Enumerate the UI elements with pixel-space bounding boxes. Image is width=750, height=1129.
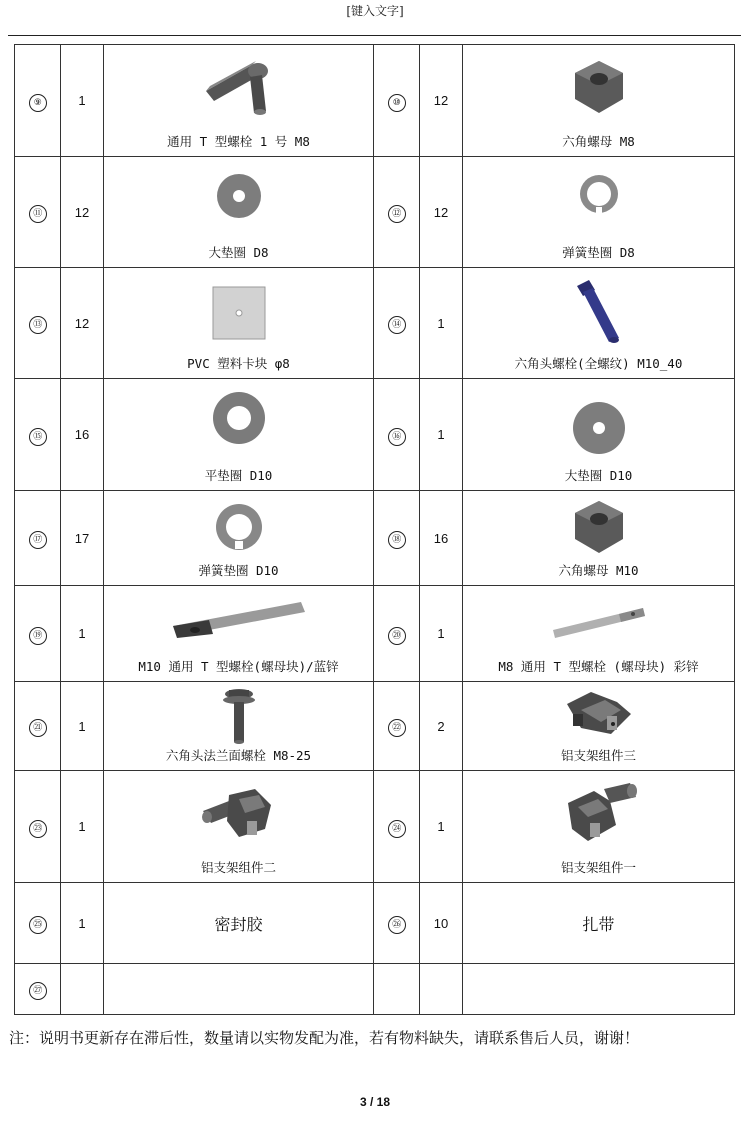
item-quantity: 12: [61, 268, 104, 379]
item-quantity: 1: [61, 771, 104, 883]
page-number: 3 / 18: [359, 1095, 391, 1109]
spring-washer-icon: [213, 501, 265, 553]
part-cell: [104, 883, 374, 964]
pvc-clip-block-icon: [212, 286, 266, 340]
t-bolt-1-icon: [194, 53, 284, 123]
table-row: [15, 883, 735, 964]
part-cell: [104, 379, 374, 491]
part-cell: [463, 586, 735, 682]
table-row: [15, 682, 735, 771]
part-cell: [104, 964, 374, 1015]
item-quantity: 1: [61, 883, 104, 964]
parts-table: [14, 44, 735, 1015]
part-name: 六角头螺栓(全螺纹) M10_40: [514, 356, 683, 371]
item-number: ㉓: [29, 820, 47, 838]
item-quantity: 12: [420, 45, 463, 157]
part-name: 扎带: [582, 914, 615, 934]
item-number: ㉔: [388, 820, 406, 838]
part-name: 铝支架组件三: [560, 748, 636, 763]
item-number: ⑲: [29, 627, 47, 645]
item-number: ⑰: [29, 531, 47, 549]
item-quantity: 1: [61, 586, 104, 682]
item-number: ㉕: [29, 916, 47, 934]
item-number: ⑨: [29, 94, 47, 112]
item-quantity: [61, 964, 104, 1015]
hex-nut-icon: [569, 59, 629, 115]
part-cell: [463, 379, 735, 491]
item-quantity: 1: [420, 771, 463, 883]
table-row: [15, 491, 735, 586]
item-number: ⑱: [388, 531, 406, 549]
part-name: M8 通用 T 型螺栓 (螺母块) 彩锌: [498, 659, 699, 674]
part-name: M10 通用 T 型螺栓(螺母块)/蓝锌: [138, 659, 339, 674]
part-name: 通用 T 型螺栓 1 号 M8: [167, 134, 310, 149]
item-number: ⑫: [388, 205, 406, 223]
part-name: 弹簧垫圈 D8: [562, 245, 635, 260]
item-number: ⑬: [29, 316, 47, 334]
part-name: 铝支架组件一: [560, 860, 636, 875]
part-name: 六角头法兰面螺栓 M8-25: [165, 748, 312, 763]
large-washer-icon: [570, 399, 628, 457]
item-quantity: 16: [61, 379, 104, 491]
part-cell: [104, 157, 374, 268]
table-row: [15, 964, 735, 1015]
footnote: 注：说明书更新存在滞后性，数量请以实物发配为准，若有物料缺失，请联系售后人员，谢谢！: [9, 1029, 640, 1047]
header-rule: [8, 35, 741, 36]
item-quantity: 1: [420, 586, 463, 682]
item-quantity: 1: [61, 682, 104, 771]
item-number: ㉗: [29, 982, 47, 1000]
t-bolt-strip-icon: [549, 600, 649, 640]
part-name: 密封胶: [214, 914, 263, 934]
item-number: ⑭: [388, 316, 406, 334]
part-cell: [463, 771, 735, 883]
part-cell: [104, 268, 374, 379]
page-header: [键入文字]: [346, 4, 404, 18]
large-washer-icon: [214, 171, 264, 221]
part-name: 铝支架组件二: [200, 860, 276, 875]
item-number: ⑯: [388, 428, 406, 446]
part-name: 大垫圈 D10: [564, 468, 633, 483]
t-bolt-nut-block-icon: [169, 598, 309, 642]
item-quantity: 1: [420, 379, 463, 491]
flat-washer-icon: [210, 389, 268, 447]
part-name: 六角螺母 M8: [562, 134, 635, 149]
part-name: 六角螺母 M10: [558, 563, 639, 578]
item-number: ⑮: [29, 428, 47, 446]
table-row: [15, 379, 735, 491]
item-quantity: 1: [61, 45, 104, 157]
part-cell: [104, 45, 374, 157]
item-quantity: 12: [420, 157, 463, 268]
part-name: 平垫圈 D10: [204, 468, 273, 483]
part-name: PVC 塑料卡块 φ8: [187, 356, 290, 371]
part-cell: [463, 268, 735, 379]
flange-bolt-icon: [219, 686, 259, 746]
item-quantity: 16: [420, 491, 463, 586]
part-cell: [104, 491, 374, 586]
item-number: ⑳: [388, 627, 406, 645]
part-cell: [463, 45, 735, 157]
item-number: ⑪: [29, 205, 47, 223]
part-cell: [463, 964, 735, 1015]
hex-nut-icon: [569, 499, 629, 555]
item-quantity: 17: [61, 491, 104, 586]
part-cell: [463, 157, 735, 268]
part-cell: [463, 682, 735, 771]
part-cell: [463, 491, 735, 586]
item-quantity: 12: [61, 157, 104, 268]
part-name: 弹簧垫圈 D10: [198, 563, 279, 578]
part-cell: [104, 586, 374, 682]
item-number: ㉒: [388, 719, 406, 737]
table-row: [15, 586, 735, 682]
item-quantity: [420, 964, 463, 1015]
part-cell: [104, 682, 374, 771]
table-row: [15, 45, 735, 157]
spring-washer-icon: [576, 171, 622, 217]
hex-bolt-blue-icon: [569, 276, 629, 348]
item-quantity: 10: [420, 883, 463, 964]
bracket-assembly-icon: [561, 684, 637, 742]
item-number: ㉑: [29, 719, 47, 737]
bracket-assembly-icon: [558, 781, 640, 847]
table-row: [15, 771, 735, 883]
item-number: ㉖: [388, 916, 406, 934]
part-name: 大垫圈 D8: [208, 245, 269, 260]
bracket-assembly-icon: [199, 785, 279, 845]
item-number: ⑩: [388, 94, 406, 112]
table-row: [15, 268, 735, 379]
item-quantity: 1: [420, 268, 463, 379]
part-cell: [104, 771, 374, 883]
part-cell: [463, 883, 735, 964]
table-row: [15, 157, 735, 268]
item-quantity: 2: [420, 682, 463, 771]
